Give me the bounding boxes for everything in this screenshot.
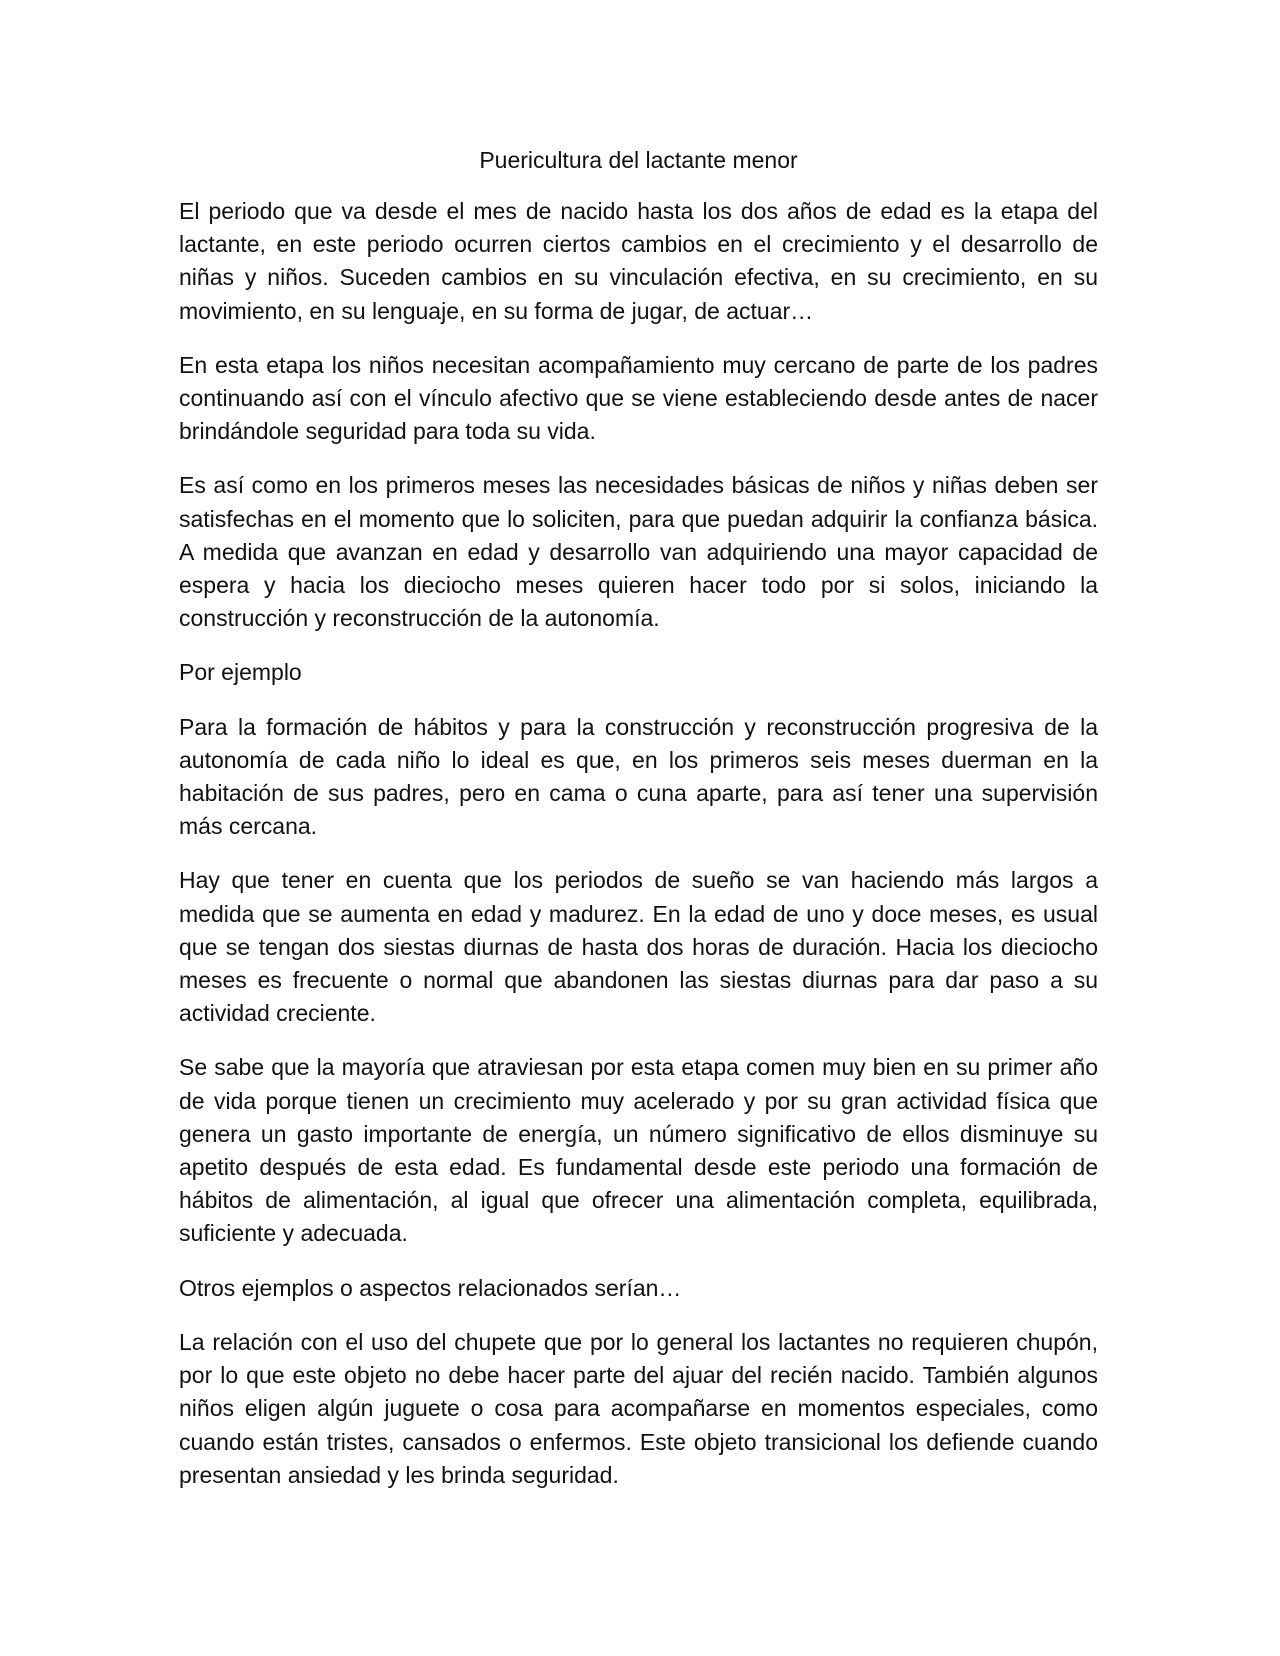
paragraph-necesidades-basicas: Es así como en los primeros meses las necesidades básicas de niños y niñas deben ser satisfechas en el momento que lo soliciten, para que puedan adquirir la confianza básica. A medida que avanzan en edad y desarrollo van adquiriendo una mayor capacidad de espera y hacia los dieciocho meses quieren hacer todo por si solos, iniciando la construcción y reconstrucción de la autonomía. — [179, 472, 1098, 632]
paragraph-formacion-habitos: Para la formación de hábitos y para la construcción y reconstrucción progresiva de la autonomía de cada niño lo ideal es que, en los primeros seis meses duerman en la habitación de sus padres, pero en cama o cuna aparte, para así tener una supervisión más cercana. — [179, 713, 1098, 840]
paragraph-chupete-objeto: La relación con el uso del chupete que por lo general los lactantes no requieren chupón, por lo que este objeto no debe hacer parte del ajuar del recién nacido. También algunos niños eligen algún juguete o cosa para acompañarse en momentos especiales, como cuando están tristes, cansados o enfermos. Este objeto transicional los defiende cuando presentan ansiedad y les brinda seguridad. — [179, 1328, 1098, 1488]
document-title: Puericultura del lactante menor — [479, 147, 798, 173]
document-page — [179, 144, 1098, 1513]
paragraph-lactante-periodo: El periodo que va desde el mes de nacido hasta los dos años de edad es la etapa del lactante, en este periodo ocurren ciertos cambios en el crecimiento y el desarrollo de niñas y niños. Suceden cambios en su vinculación efectiva, en su crecimiento, en su movimiento, en su lenguaje, en su forma de jugar, de actuar… — [179, 198, 1098, 324]
paragraph-acompanamiento: En esta etapa los niños necesitan acompañamiento muy cercano de parte de los padres continuando así con el vínculo afectivo que se viene estableciendo desde antes de nacer brindándole seguridad para toda su vida. — [179, 351, 1098, 445]
paragraph-otros-ejemplos: Otros ejemplos o aspectos relacionados serían… — [179, 1274, 682, 1301]
paragraph-periodos-sueno: Hay que tener en cuenta que los periodos de sueño se van haciendo más largos a medida que se aumenta en edad y madurez. En la edad de uno y doce meses, es usual que se tengan dos siestas diurnas de hasta dos horas de duración. Hacia los dieciocho meses es frecuente o normal que abandonen las siestas diurnas para dar paso a su actividad creciente. — [179, 867, 1098, 1027]
paragraph-por-ejemplo: Por ejemplo — [179, 659, 302, 686]
paragraph-alimentacion: Se sabe que la mayoría que atraviesan por esta etapa comen muy bien en su primer año de vida porque tienen un crecimiento muy acelerado y por su gran actividad física que genera un gasto importante de energía, un número significativo de ellos disminuye su apetito después de esta edad. Es fundamental desde este periodo una formación de hábitos de alimentación, al igual que ofrecer una alimentación completa, equilibrada, suficiente y adecuada. — [179, 1054, 1098, 1247]
